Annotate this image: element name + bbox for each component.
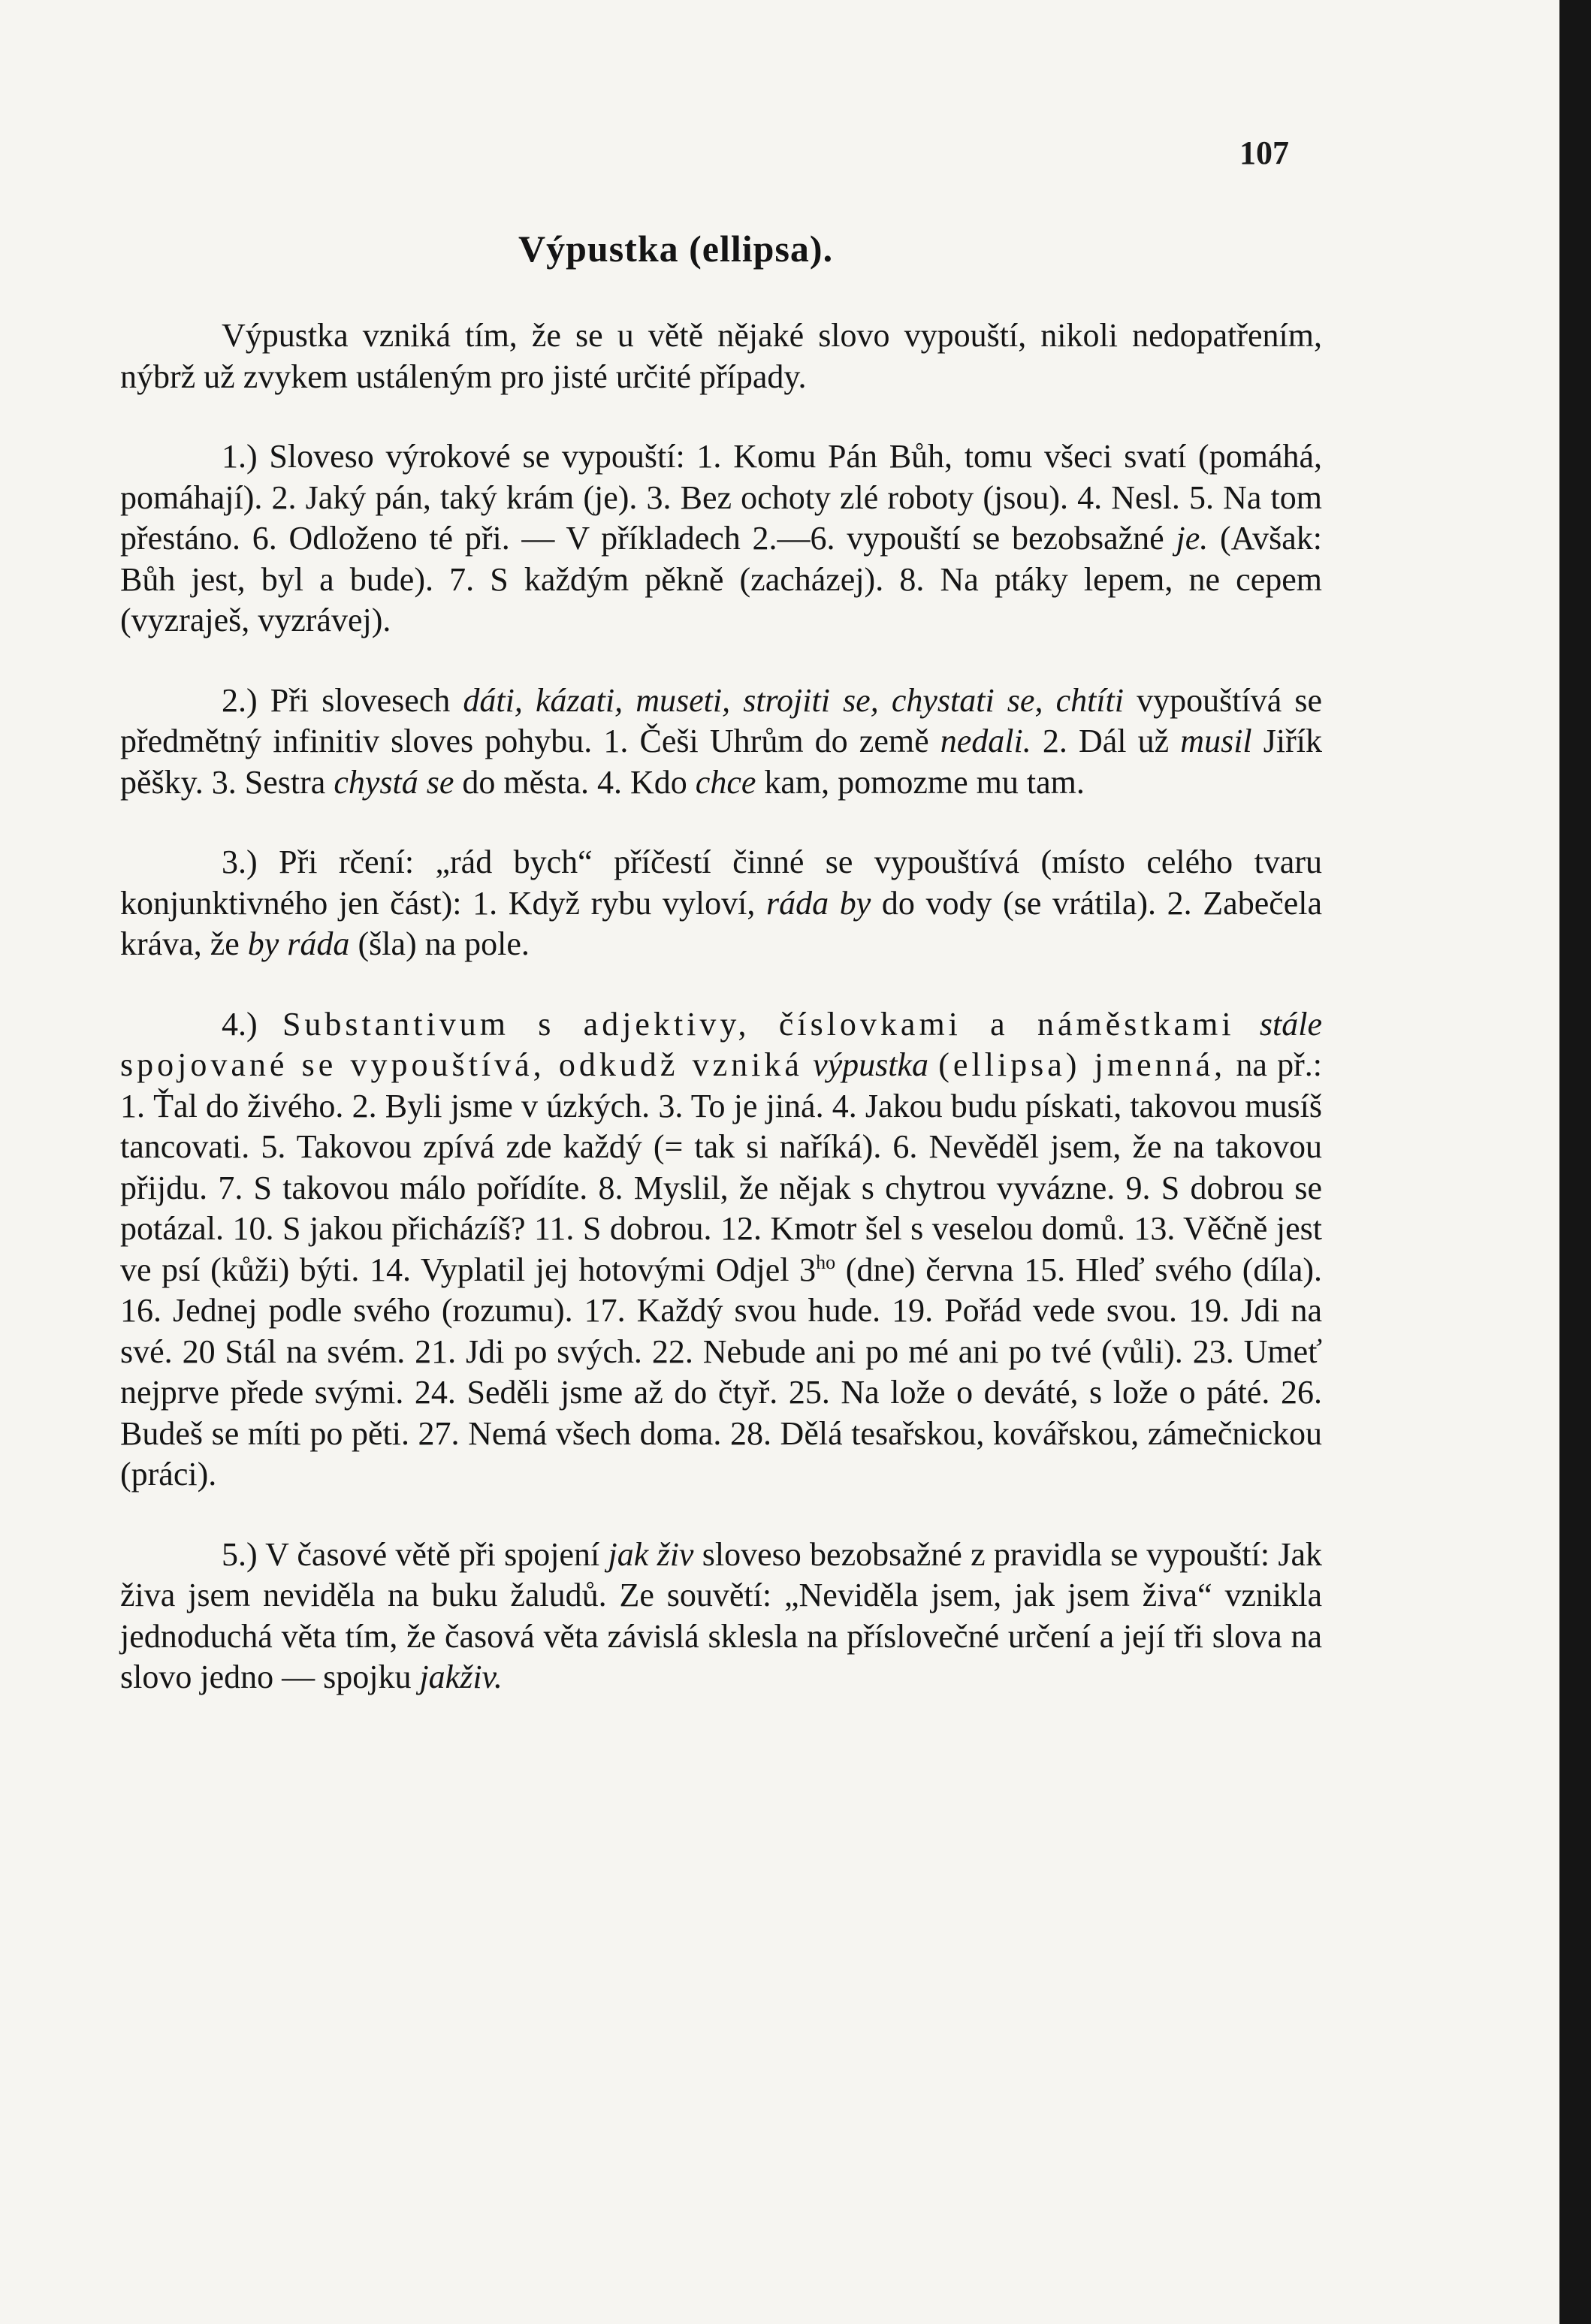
p4-text-2: na př.: 1. Ťal do živého. 2. Byli jsme v úzkých. 3. To je jiná. 4. Jakou budu pískati, takovou musíš tancovati. 5. Takovou zpívá zde každý (= tak si naříká). 6. Nevěděl jsem, že na takovou přijdu. 7. S takovou málo pořídíte. 8. Myslil, že nějak s chytrou vyvázne. 9. S dobrou se potázal. 10. S jakou přicházíš? 11. S dobrou. 12. Kmotr šel s veselou domů. 13. Věčně jest ve psí (kůži) býti. 14. Vyplatil jej hotovými Odjel 3 — [120, 1046, 1323, 1288]
p4-spaced-3: (ellipsa) jmenná, — [938, 1046, 1227, 1083]
p3-text-1: 3.) Při rčení: „rád bych“ příčestí činné se vypouštívá (místo celého tvaru konjunktivného jen část): 1. Když rybu vyloví, — [120, 844, 1322, 922]
page-number: 107 — [1239, 134, 1289, 171]
p4-spaced-2: spojované se vypouštívá, odkudž vzniká — [120, 1046, 803, 1083]
p4-spaced-1: Substantivum s adjektivy, číslovkami a náměstkami — [282, 1005, 1235, 1043]
p2-text-3: 2. Dál už — [1042, 723, 1170, 759]
p1-italic-je: je. — [1176, 520, 1209, 557]
p5-text-1: 5.) V časové větě při spojení — [222, 1535, 600, 1573]
p2-italic-chce: chce — [695, 763, 756, 801]
p4-italic-stale: stále — [1259, 1005, 1323, 1043]
p2-italic-verbs: dáti, kázati, museti, strojiti se, chystati se, chtíti — [463, 681, 1124, 719]
paragraph-5 — [120, 1535, 1322, 1698]
intro-text: Výpustka vzniká tím, že se u větě nějaké slovo vypouští, nikoli nedopatřením, nýbrž už zvykem ustáleným pro jisté určité případy. — [120, 317, 1322, 395]
p2-italic-nedali: nedali. — [940, 723, 1031, 759]
p2-text-4: Jiřík pěšky. 3. Sestra — [120, 723, 1323, 801]
p2-italic-musil: musil — [1180, 723, 1252, 759]
p4-text-1: 4.) — [222, 1005, 258, 1043]
body-text — [120, 315, 1322, 1698]
p4-superscript: ho — [816, 1251, 836, 1273]
p5-text-2: sloveso bezobsažné z pravidla se vypouští: Jak živa jsem neviděla na buku žaludů. Ze souvětí: „Neviděla jsem, jak jsem živa“ vznikla jednoduchá věta tím, že časová věta závislá sklesla na příslovečné určení a její tři slova na slovo jedno — spojku — [120, 1535, 1323, 1695]
p2-italic-chysta: chystá se — [334, 763, 454, 801]
p2-text-6: kam, pomozme mu tam. — [764, 763, 1085, 801]
p1-text-2: (Avšak: Bůh jest, byl a bude). 7. S každým pěkně (zacházej). 8. Na ptáky lepem, ne cepem (vyzraješ, vyzrávej). — [120, 520, 1323, 638]
p3-italic-rada-by: ráda by — [765, 884, 871, 922]
paragraph-2 — [120, 681, 1322, 804]
p2-text-1: 2.) Při slovesech — [222, 681, 451, 719]
scan-edge — [1559, 0, 1591, 2324]
p4-text-3: (dne) června 15. Hleď svého (díla). 16. Jednej podle svého (rozumu). 17. Každý svou hude. 19. Pořád vede svou. 19. Jdi na své. 20 Stál na svém. 21. Jdi po svých. 22. Nebude ani po mé ani po tvé (vůli). 23. Umeť nejprve přede svými. 24. Seděli jsme až do čtyř. 25. Na lože o deváté, s lože o páté. 26. Budeš se míti po pěti. 27. Nemá všech doma. 28. Dělá tesařskou, kovářskou, zámečnickou (práci). — [120, 1251, 1323, 1492]
paragraph-4 — [120, 1004, 1322, 1496]
paragraph-3 — [120, 842, 1322, 965]
p3-text-2: do vody (se vrátila). 2. Zabečela kráva, že — [120, 884, 1323, 962]
p5-italic-jak-ziv: jak živ — [608, 1535, 694, 1573]
p2-text-2: vypouštívá se předmětný infinitiv sloves pohybu. 1. Češi Uhrům do země — [120, 681, 1322, 759]
p4-italic-vypustka: výpustka — [813, 1046, 929, 1083]
p2-text-5: do města. 4. Kdo — [462, 763, 687, 801]
p3-text-3: (šla) na pole. — [358, 925, 530, 962]
p5-italic-jakziv: jakživ. — [419, 1658, 503, 1695]
intro-paragraph — [120, 315, 1322, 397]
p1-text: 1.) Sloveso výrokové se vypouští: 1. Komu Pán Bůh, tomu všeci svatí (pomáhá, pomáhají). 2. Jaký pán, taký krám (je). 3. Bez ochoty zlé roboty (jsou). 4. Nesl. 5. Na tom přestáno. 6. Odloženo té při. — V příkladech 2.—6. vypouští se bezobsažné — [120, 438, 1322, 557]
p3-italic-by-rada: by ráda — [247, 925, 350, 962]
paragraph-1 — [120, 436, 1322, 641]
page-title: Výpustka (ellipsa). — [518, 228, 834, 270]
